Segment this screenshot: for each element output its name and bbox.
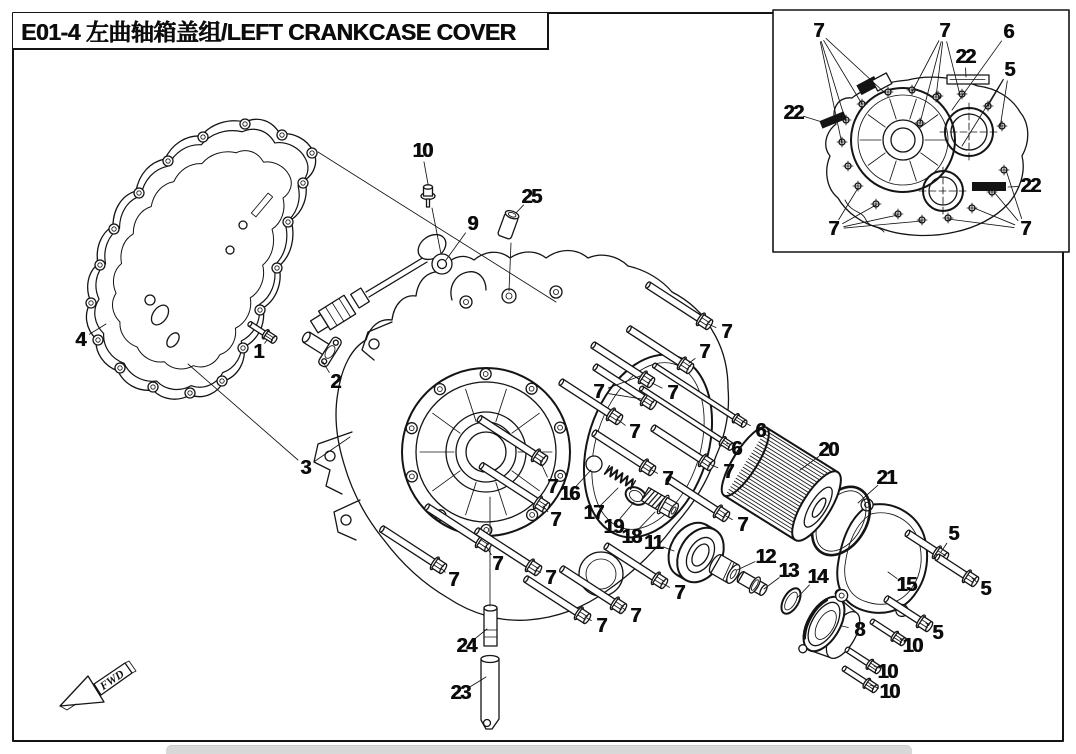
callout-part-11: 11 [644, 533, 662, 553]
callout-part-1: 1 [253, 342, 263, 362]
callout-part-10: 10 [902, 636, 921, 656]
callout-part-7: 7 [721, 322, 731, 342]
callout-part-10: 10 [879, 682, 898, 702]
callout-part-6: 6 [731, 439, 741, 459]
callout-part-7: 7 [629, 422, 639, 442]
callout-part-22: 22 [783, 103, 802, 123]
callout-part-7: 7 [1020, 219, 1030, 239]
callout-part-5: 5 [980, 579, 990, 599]
callout-part-17: 17 [583, 503, 602, 523]
callout-part-19: 19 [603, 517, 622, 537]
callout-part-22: 22 [955, 47, 974, 67]
callout-part-10: 10 [877, 662, 896, 682]
callout-part-7: 7 [593, 382, 603, 402]
callout-part-18: 18 [621, 527, 640, 547]
callout-part-9: 9 [467, 214, 477, 234]
callout-part-7: 7 [492, 554, 502, 574]
callout-part-7: 7 [813, 21, 823, 41]
callout-part-25: 25 [521, 187, 540, 207]
callout-part-7: 7 [547, 477, 557, 497]
callout-part-13: 13 [778, 561, 797, 581]
callout-part-14: 14 [807, 567, 826, 587]
callout-part-4: 4 [75, 330, 85, 350]
dowel-pin-part24 [484, 605, 497, 646]
inset-bolt-22-right [972, 182, 1006, 191]
callout-part-6: 6 [1003, 22, 1013, 42]
check-ball-part16 [586, 456, 602, 472]
callout-part-24: 24 [456, 636, 475, 656]
callout-part-7: 7 [662, 469, 672, 489]
title-block [13, 13, 549, 50]
callout-part-5: 5 [948, 524, 958, 544]
callout-part-7: 7 [674, 583, 684, 603]
callout-part-15: 15 [896, 575, 915, 595]
callout-part-7: 7 [545, 568, 555, 588]
callout-part-7: 7 [699, 342, 709, 362]
callout-part-8: 8 [854, 620, 864, 640]
callout-part-7: 7 [723, 462, 733, 482]
callout-part-12: 12 [755, 547, 774, 567]
callout-part-20: 20 [818, 440, 837, 460]
callout-part-7: 7 [630, 606, 640, 626]
callout-part-16: 16 [559, 484, 578, 504]
fwd-label: FWD [97, 668, 127, 694]
callout-part-7: 7 [939, 21, 949, 41]
callout-part-7: 7 [448, 570, 458, 590]
callout-part-22: 22 [1020, 176, 1039, 196]
callout-part-2: 2 [330, 372, 340, 392]
callout-part-3: 3 [300, 458, 310, 478]
callout-part-7: 7 [737, 515, 747, 535]
callout-part-6: 6 [755, 421, 765, 441]
callout-part-10: 10 [412, 141, 431, 161]
callout-part-5: 5 [932, 623, 942, 643]
callout-part-5: 5 [1004, 60, 1014, 80]
page-title: E01-4 左曲轴箱盖组/LEFT CRANKCASE COVER [21, 14, 516, 47]
callout-part-21: 21 [876, 468, 895, 488]
callout-part-7: 7 [550, 510, 560, 530]
bottom-scrollbar[interactable] [166, 745, 912, 754]
callout-part-7: 7 [828, 219, 838, 239]
callout-part-23: 23 [450, 683, 469, 703]
callout-part-7: 7 [596, 616, 606, 636]
callout-part-7: 7 [667, 383, 677, 403]
